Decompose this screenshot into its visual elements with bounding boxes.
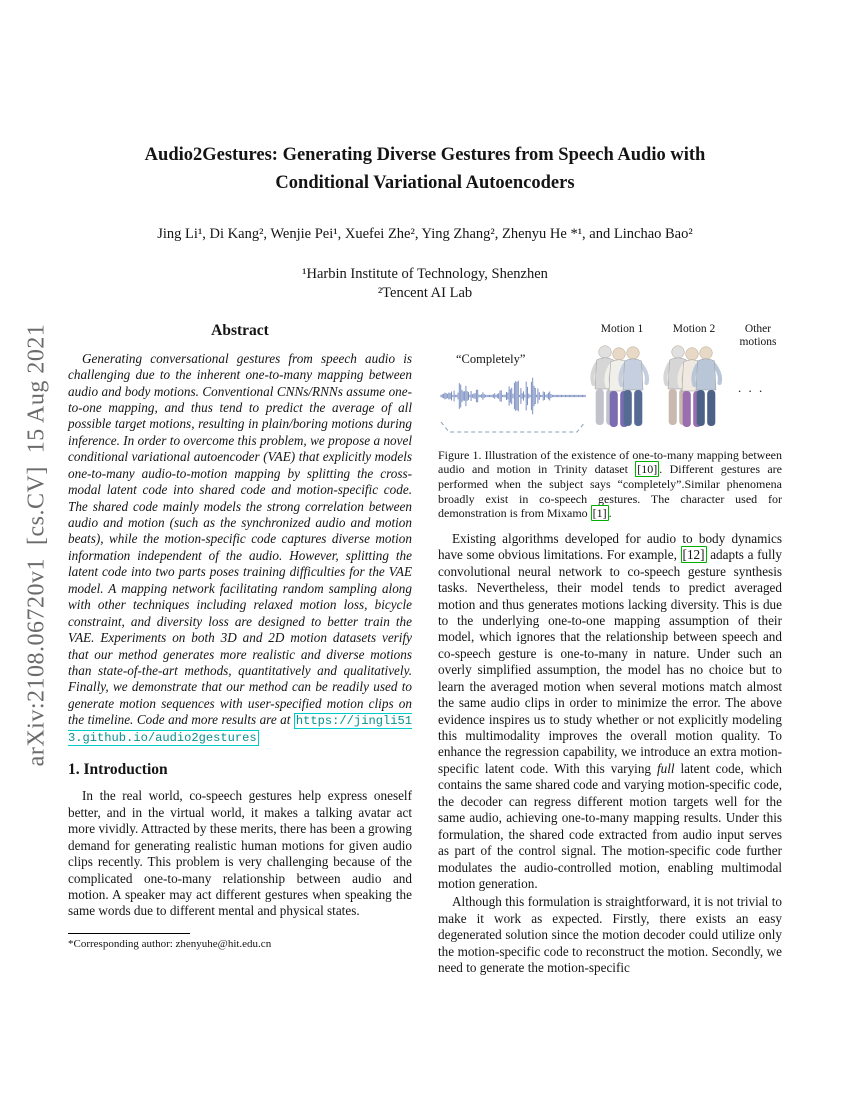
paper-title: Audio2Gestures: Generating Diverse Gestures from Speech Audio with Conditional Variational Autoencoders bbox=[144, 145, 706, 193]
abstract-paragraph bbox=[68, 351, 412, 747]
figure-1-caption bbox=[438, 448, 782, 521]
corresponding-author-footnote: *Corresponding author: zhenyuhe@hit.edu.cn bbox=[68, 937, 272, 950]
timeline-bracket bbox=[441, 422, 585, 432]
caption-text: Figure 1. Illustration of the existence of one-to-many mapping between audio and motion in Trinity dataset bbox=[438, 447, 782, 477]
abstract-text: Generating conversational gestures from speech audio is challenging due to the inherent one-to-many mapping between audio and body motions. Conventional CNNs/RNNs assume one-to-one mapping, and thus tend to predict the average of all possible target motions, resulting in plain/boring motions during inference. In order to overcome this problem, we propose a novel conditional variational autoencoder (VAE) that explicitly models one-to-many audio-to-motion mapping by splitting the cross-modal latent code into shared code and motion-specific code. The shared code mainly models the strong correlation between audio and motion (such as the synchronized audio and motion beats), while the motion-specific code captures diverse motion information independent of the audio. However, splitting the latent code into two parts poses training difficulties for the VAE model. A mapping network facilitating random sampling along with other techniques including relaxed motion loss, bicycle constraint, and diversity loss are designed to better train the VAE. Experiments on both 3D and 2D motion datasets verify that our method generates more realistic and diverse motions than state-of-the-art methods, quantitatively and qualitatively. Finally, we demonstrate that our method can be readily used to generate motion sequences with user-specified motion clips on the timeline. Code and more results are at bbox=[68, 350, 412, 728]
body-text: latent code, which contains the same shared code and varying motion-specific code, the decoder can regress different motion targets well for the same audio, achieving one-to-many mapping results. Under this formulation, the shared code extracted from audio input serves as part of the control signal. The motion-specific code further modulates the audio-controlled motion, enabling multimodal motion generation. bbox=[438, 760, 782, 891]
abstract-heading: Abstract bbox=[211, 321, 269, 339]
character-figure bbox=[621, 346, 647, 425]
citation-1[interactable]: [1] bbox=[592, 506, 607, 521]
emphasized-word: full bbox=[656, 760, 675, 776]
audio-waveform bbox=[441, 377, 585, 414]
right-column bbox=[438, 322, 782, 977]
figure-audio-quote-label: “Completely” bbox=[456, 351, 526, 366]
figure-other-motions-label: Other motions bbox=[739, 322, 777, 348]
footnote-block bbox=[68, 933, 412, 950]
figure-ellipsis: . . . bbox=[738, 379, 765, 395]
figure-motion1-label: Motion 1 bbox=[600, 322, 644, 335]
motion-2-characters bbox=[666, 345, 720, 426]
section-1-heading: 1. Introduction bbox=[68, 761, 168, 779]
caption-text: . Different gestures are performed when the subject says “completely”.Similar phenomena broadly exist in co-speech gestures. The character used for demonstration is from Mixamo bbox=[438, 462, 783, 521]
body-text: Existing algorithms developed for audio to body dynamics have some obvious limitations. For example, bbox=[438, 530, 782, 563]
figure-1 bbox=[438, 322, 782, 521]
figure-1-graphic bbox=[438, 322, 782, 440]
character-figure bbox=[694, 346, 720, 425]
two-column-body bbox=[68, 322, 782, 977]
footnote-rule bbox=[68, 933, 190, 934]
author-list: Jing Li¹, Di Kang², Wenjie Pei¹, Xuefei Zhe², Ying Zhang², Zhenyu He *¹, and Linchao Bao² bbox=[157, 225, 693, 242]
affiliation-1: ¹Harbin Institute of Technology, Shenzhen bbox=[302, 265, 548, 282]
affiliations bbox=[68, 265, 782, 304]
project-url-link[interactable]: https://jingli513.github.io/audio2gestures bbox=[68, 714, 412, 746]
paper-header bbox=[68, 142, 782, 304]
affiliation-2: ²Tencent AI Lab bbox=[377, 285, 473, 302]
motion-1-characters bbox=[593, 345, 647, 426]
left-column bbox=[68, 322, 412, 977]
citation-10[interactable]: [10] bbox=[637, 462, 658, 477]
body-paragraph-2: Although this formulation is straightforward, it is not trivial to make it work as expected. Firstly, there exists an easy degenerated solution since the motion decoder could utilize only the motion-specific code to reconstruct the motion. Secondly, we need to generate the motion-specific bbox=[438, 894, 782, 976]
figure-motion2-label: Motion 2 bbox=[672, 322, 716, 335]
caption-text: . bbox=[608, 506, 612, 521]
arxiv-stamp: arXiv:2108.06720v1 [cs.CV] 15 Aug 2021 bbox=[23, 323, 50, 767]
figure-1-canvas bbox=[438, 322, 782, 440]
citation-12[interactable]: [12] bbox=[682, 547, 705, 563]
introduction-paragraph: In the real world, co-speech gestures help express oneself better, and in the virtual world, it makes a talking avatar act more vividly. Attracted by these merits, there has been a growing demand for generating realistic human motions for given audio clips recently. This problem is very challenging because of the complicated one-to-many relationship between audio and motion. A speaker may act different gestures when speaking the same words due to different mental and physical states. bbox=[68, 788, 412, 919]
body-text: adapts a fully convolutional neural network to co-speech gesture synthesis tasks. Nevertheless, their model tends to predict averaged motion and thus generates motions lacking diversity. This is due to the underlying one-to-one mapping assumption of their model, which ignores that the relationship between speech and co-speech gesture is one-to-many in nature. Under such an overly simplified assumption, the model has no choice but to learn the averaged motion when several motions match almost the same audio clips in order to minimize the error. The above evidence inspires us to study whether or not explicitly modeling this multimodality improves the overall motion quality. To enhance the regression capability, we introduce an extra motion-specific latent code. With this varying bbox=[438, 547, 783, 776]
body-paragraph-1 bbox=[438, 531, 782, 893]
